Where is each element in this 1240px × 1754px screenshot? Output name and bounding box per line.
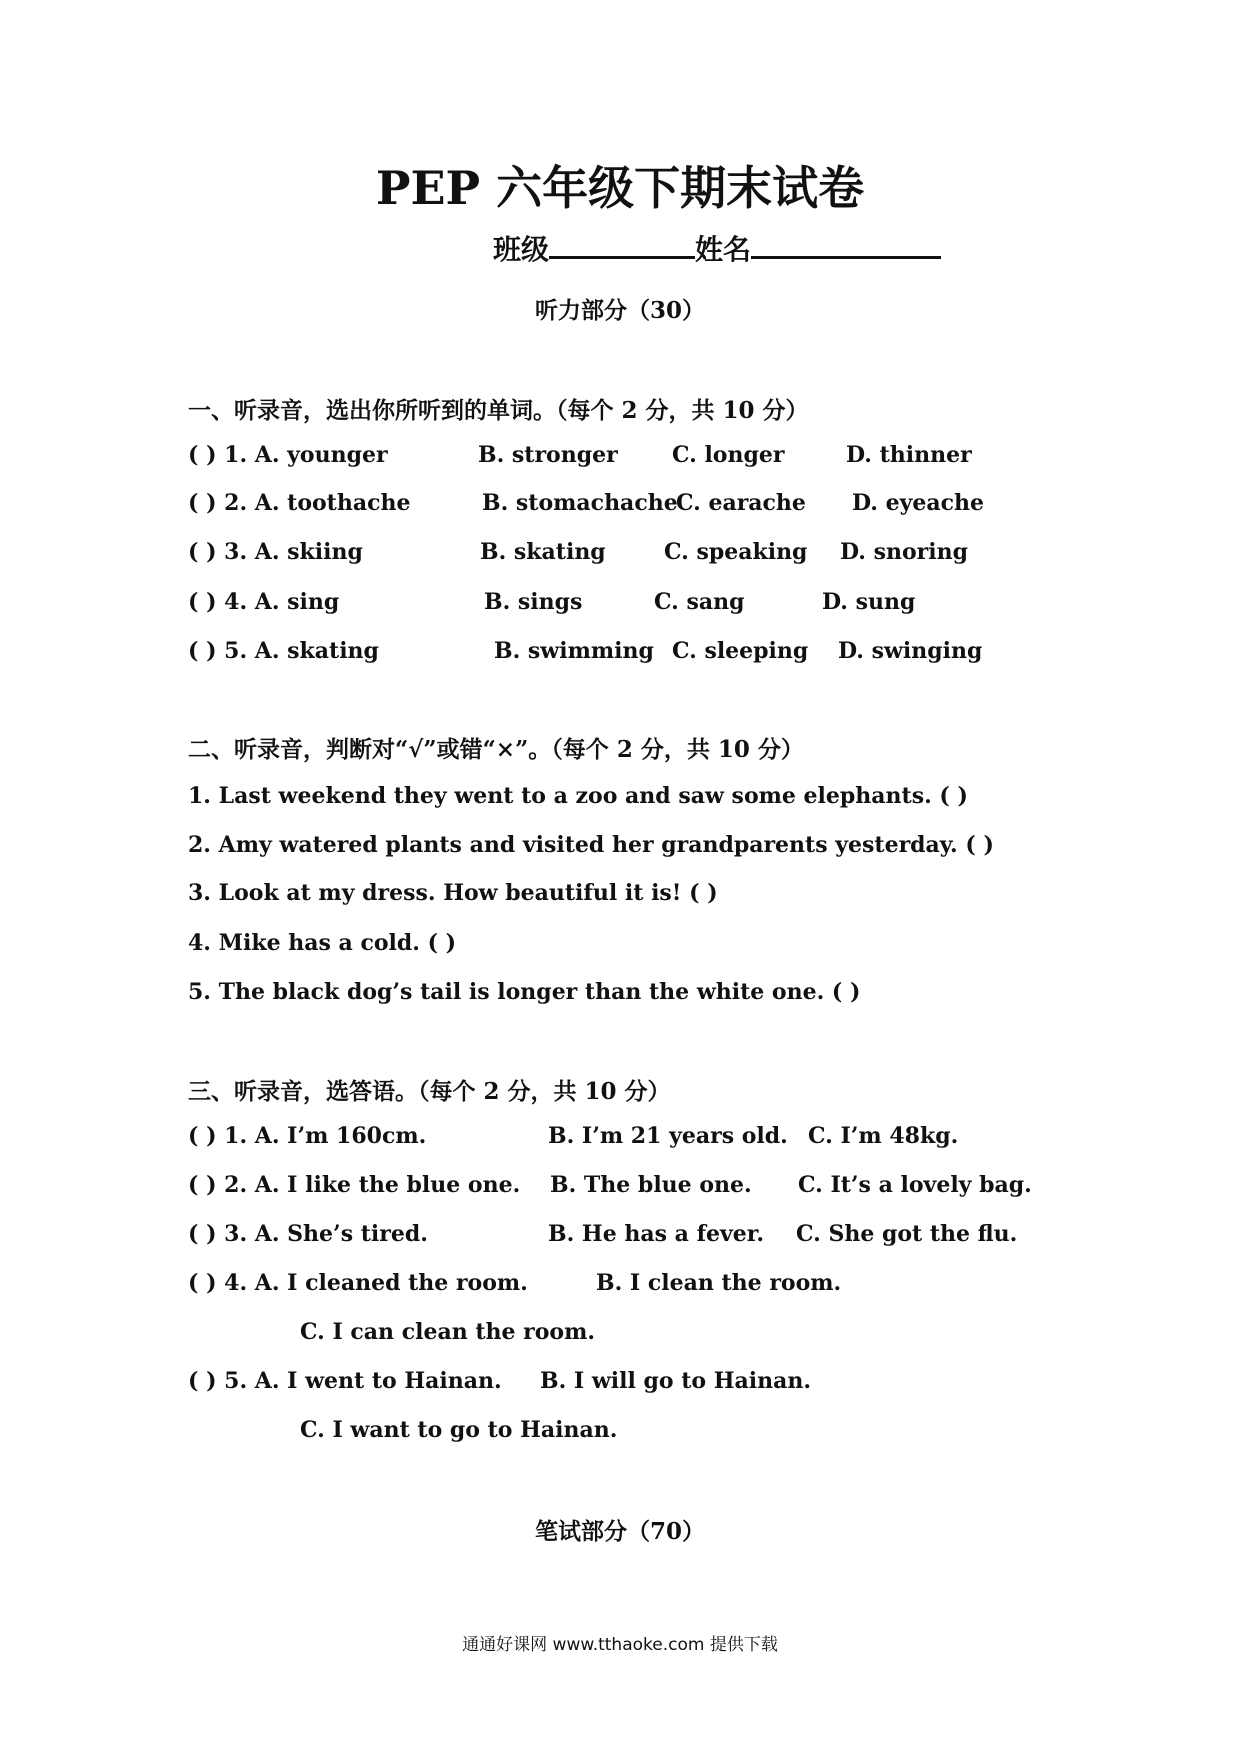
s1-q2-option-c: C. earache: [676, 490, 806, 516]
s1-q5-option-c: C. sleeping: [672, 638, 809, 664]
s1-q2-option-d: D. eyeache: [852, 490, 985, 516]
s1-q1-option-b: B. stronger: [478, 442, 618, 468]
s1-q3-option-d: D. snoring: [840, 539, 968, 565]
s3-q5-option-a: ( ) 5. A. I went to Hainan.: [188, 1368, 502, 1394]
s1-q3-option-b: B. skating: [480, 539, 606, 565]
section3-heading: 三、听录音，选答语。（每个 2 分，共 10 分）: [188, 1078, 671, 1105]
s3-q3-option-b: B. He has a fever.: [548, 1221, 765, 1247]
s3-q1-option-a: ( ) 1. A. I’m 160cm.: [188, 1123, 427, 1149]
page-title: PEP 六年级下期末试卷: [375, 161, 865, 215]
s3-q4-option-c: C. I can clean the room.: [300, 1319, 596, 1345]
s1-q5-option-b: B. swimming: [494, 638, 654, 664]
s1-q5-option-d: D. swinging: [838, 638, 983, 664]
s2-statement-5: 5. The black dog’s tail is longer than the white one. ( ): [188, 979, 861, 1005]
s3-q1-option-b: B. I’m 21 years old.: [548, 1123, 788, 1149]
s1-q4-option-b: B. sings: [484, 589, 583, 615]
s1-q4-option-c: C. sang: [654, 589, 745, 615]
s3-q2-option-c: C. It’s a lovely bag.: [798, 1172, 1032, 1198]
s1-q5-option-a: ( ) 5. A. skating: [188, 638, 379, 664]
s1-q2-option-b: B. stomachache: [482, 490, 678, 516]
s1-q1-option-d: D. thinner: [846, 442, 972, 468]
s2-statement-4: 4. Mike has a cold. ( ): [188, 930, 457, 956]
s1-q4-option-a: ( ) 4. A. sing: [188, 589, 340, 615]
s2-statement-3: 3. Look at my dress. How beautiful it is! ( ): [188, 880, 718, 906]
student-info-line: [493, 226, 941, 268]
s3-q3-option-c: C. She got the flu.: [796, 1221, 1018, 1247]
section1-heading: 一、听录音，选出你所听到的单词。（每个 2 分，共 10 分）: [188, 397, 809, 424]
listening-part-heading: 听力部分（30）: [534, 297, 705, 324]
name-label: 姓名: [695, 233, 752, 266]
s3-q3-option-a: ( ) 3. A. She’s tired.: [188, 1221, 428, 1247]
s3-q5-option-c: C. I want to go to Hainan.: [300, 1417, 618, 1443]
s3-q2-option-b: B. The blue one.: [550, 1172, 752, 1198]
s3-q4-option-b: B. I clean the room.: [596, 1270, 842, 1296]
name-blank: [751, 226, 941, 259]
s1-q3-option-a: ( ) 3. A. skiing: [188, 539, 363, 565]
s3-q2-option-a: ( ) 2. A. I like the blue one.: [188, 1172, 521, 1198]
writing-part-heading: 笔试部分（70）: [534, 1518, 705, 1545]
s1-q1-option-a: ( ) 1. A. younger: [188, 442, 388, 468]
s1-q2-option-a: ( ) 2. A. toothache: [188, 490, 411, 516]
s2-statement-1: 1. Last weekend they went to a zoo and saw some elephants. ( ): [188, 783, 968, 809]
s1-q1-option-c: C. longer: [672, 442, 785, 468]
class-blank: [549, 226, 695, 259]
s3-q4-option-a: ( ) 4. A. I cleaned the room.: [188, 1270, 528, 1296]
section2-heading: 二、听录音，判断对“√”或错“×”。（每个 2 分，共 10 分）: [188, 736, 804, 763]
s1-q4-option-d: D. sung: [822, 589, 916, 615]
footer-credit: 通通好课网 www.tthaoke.com 提供下载: [462, 1635, 778, 1655]
s3-q5-option-b: B. I will go to Hainan.: [540, 1368, 812, 1394]
s1-q3-option-c: C. speaking: [664, 539, 808, 565]
s2-statement-2: 2. Amy watered plants and visited her grandparents yesterday. ( ): [188, 832, 994, 858]
class-label: 班级: [493, 233, 550, 266]
s3-q1-option-c: C. I’m 48kg.: [808, 1123, 959, 1149]
